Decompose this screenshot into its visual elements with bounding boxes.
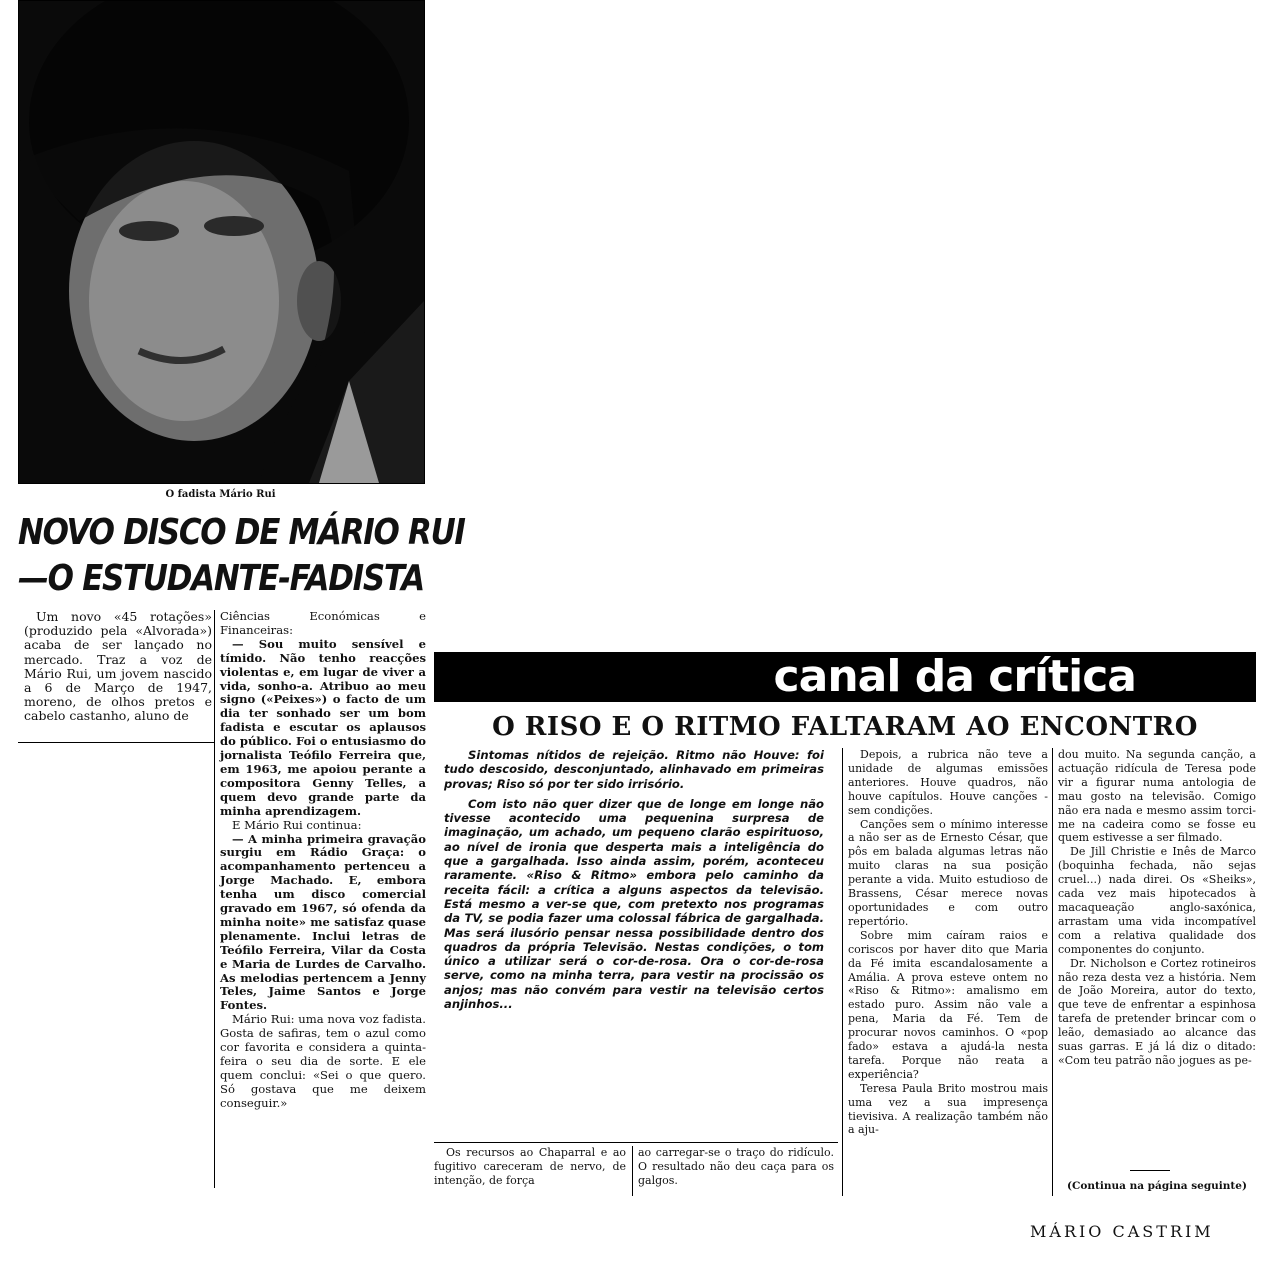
article1-col2-cont: E Mário Rui continua: [232, 817, 362, 832]
continues-note: (Continua na página seguinte) [1067, 1180, 1247, 1192]
headline [18, 510, 465, 602]
article2-bottom-b: ao carregar-se o traço do ridículo. O resultado não deu caça para os galgos. [638, 1146, 834, 1187]
portrait-image [19, 1, 424, 483]
headline-line2: —O ESTUDANTE-FADISTA [18, 558, 424, 599]
article2-lead1: Sintomas nítidos de rejeição. Ritmo não Houve: foi tudo descosido, desconjuntado, alinhavado em primeiras provas; Riso só por ter sido irrisório. [444, 748, 824, 791]
author-signature: MÁRIO CASTRIM [1030, 1222, 1214, 1241]
divider [434, 1142, 838, 1143]
article2-col3: Depois, a rubrica não teve a unidade de algumas emissões anteriores. Houve quadros, não houve capítulos. Houve canções - sem condições. Canções sem o mínimo interesse a não ser as de Ernesto César, que pôs em balada algumas letras não muito claras na sua posição perante a vida. Muito estudioso de Brassens, César merece novas oportunidades e com outro repertório. Sobre mim caíram raios e coriscos por haver dito que Maria da Fé imita escandalosamente a Amália. A prova esteve ontem no «Riso & Ritmo»: amalismo em estado puro. Assim não vale a pena, Maria da Fé. Tem de procurar novos caminhos. O «pop fado» estava a ajudá-la nesta tarefa. Porque não reata a experiência? Teresa Paula Brito mostrou mais uma vez a sua impresença tievisiva. A realização também não a aju- [848, 748, 1048, 1137]
portrait-photo [18, 0, 425, 484]
divider [18, 742, 214, 743]
photo-caption: O fadista Mário Rui [165, 489, 276, 500]
article1-col2 [220, 610, 426, 1111]
headline-line1: NOVO DISCO DE MÁRIO RUI [18, 512, 465, 553]
article2-lead [444, 748, 824, 1017]
article2-lead2: Com isto não quer dizer que de longe em longe não tivesse acontecido uma pequenina surpresa de imaginação, um achado, um pequeno clarão espirituoso, ao nível de ironia que desperta mais a inteligência do que a gargalhada. Isso ainda assim, porém, aconteceu raramente. «Riso & Ritmo» embora pelo caminho da receita fácil: a crítica a alguns aspectos da televisão. Está mesmo a ver-se que, com pretexto nos programas da TV, se podia fazer uma colossal fábrica de gargalhada. Mas será ilusório pensar nessa possibilidade dentro dos quadros da própria Televisão. Nestas condições, o tom único a utilizar será o cor-de-rosa. Ora o cor-de-rosa serve, como na minha terra, para vestir na procissão os anjos; mas não convém para vestir na televisão certos anjinhos... [444, 796, 824, 1012]
article2-col4: dou muito. Na segunda canção, a actuação ridícula de Teresa pode vir a figurar numa antologia de mau gosto na televisão. Comigo não era nada e mesmo assim torci-me na cadeira como se fosse eu quem estivesse a ser filmado. De Jill Christie e Inês de Marco (boquinha fechada, não sejas cruel...) nada direi. Os «Sheiks», cada vez mais hipotecados à macaqueação anglo-saxónica, arrastam uma vida incompatível com a relativa qualidade dos componentes do conjunto. Dr. Nicholson e Cortez rotineiros não reza desta vez a história. Nem de João Moreira, autor do texto, que teve de enfrentar a espinhosa tarefa de pretender brincar com o leão, demasiado ao alcance das suas garras. E já lá diz o ditado: «Com teu patrão não jogues as pe- [1058, 748, 1256, 1067]
section-banner-label: canal da crítica [773, 651, 1136, 702]
article2-bottom-a: Os recursos ao Chaparral e ao fugitivo careceram de nervo, de intenção, de força [434, 1146, 626, 1187]
article1-col2-quote1: — Sou muito sensível e tímido. Não tenho reacções violentas e, em lugar de viver a vida, sonho-a. Atribuo ao meu signo («Peixes») o facto de um dia ter sonhado ser um bom fadista e escutar os aplausos do público. Foi o entusiasmo do jornalista Teófilo Ferreira que, em 1963, me apoiou perante a compositora Genny Telles, a quem devo grande parte da minha aprendizagem. [220, 636, 426, 818]
column-rule [632, 1146, 633, 1196]
article2-title: O RISO E O RITMO FALTARAM AO ENCONTRO [492, 712, 1198, 742]
article1-col2-end: Mário Rui: uma nova voz fadista. Gosta de safiras, tem o azul como cor favorita e considera a quinta-feira o seu dia de sorte. E ele quem conclui: «Sei o que quero. Só gostava que me deixem conseguir.» [220, 1012, 426, 1110]
article1-col2-intro: Ciências Económicas e Financeiras: [220, 609, 426, 637]
article1-col1-text: Um novo «45 rotações» (produzido pela «Alvorada») acaba de ser lançado no mercado. Traz a voz de Mário Rui, um jovem nascido a 6 de Março de 1947, moreno, de olhos pretos e cabelo castanho, aluno de [24, 609, 212, 724]
article1-col2-quote2: — A minha primeira gravação surgiu em Rádio Graça: o acompanhamento pertenceu a Jorge Machado. E, embora tenha um disco comercial gravado em 1967, só ofenda da minha noite» me satisfaz quase plenamente. Inclui letras de Teófilo Ferreira, Vilar da Costa e Maria de Lurdes de Carvalho. As melodias pertencem a Jenny Teles, Jaime Santos e Jorge Fontes. [220, 831, 426, 1013]
column-rule [214, 610, 215, 1188]
divider [1130, 1170, 1170, 1171]
column-rule [842, 748, 843, 1196]
column-rule [1052, 748, 1053, 1196]
article1-col1 [24, 610, 212, 724]
